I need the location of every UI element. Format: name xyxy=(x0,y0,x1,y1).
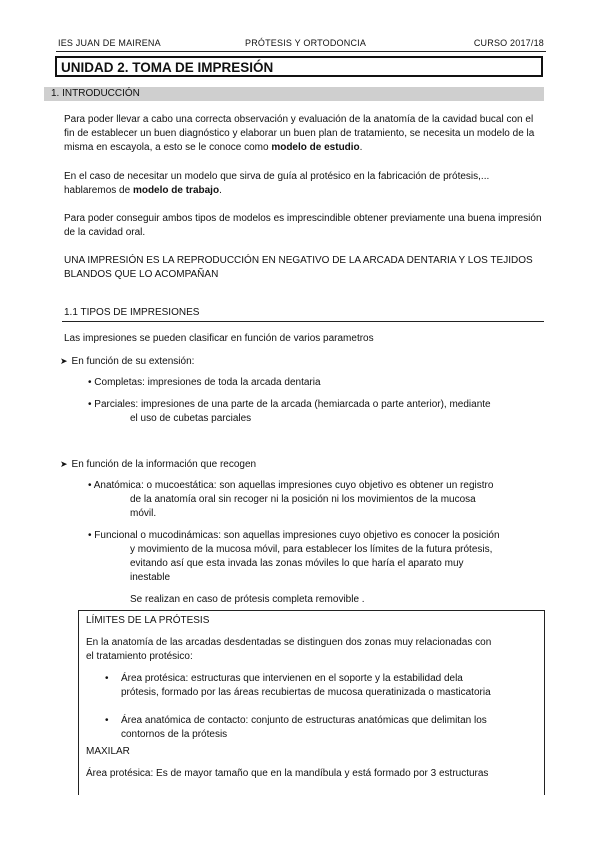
list-item-anatomica-l3: móvil. xyxy=(130,508,157,519)
term-modelo-trabajo: modelo de trabajo xyxy=(132,185,220,196)
header-school: IES JUAN DE MAIRENA xyxy=(58,38,161,48)
header-divider xyxy=(56,51,546,52)
limites-item1-l2: prótesis, formado por las áreas recubiertas de mucosa queratinizada o masticatoria xyxy=(121,687,491,698)
tipos-intro: Las impresiones se pueden clasificar en función de varios parametros xyxy=(64,333,374,344)
list-item-funcional-l2: y movimiento de la mucosa móvil, para establecer los límites de la futura prótesis, xyxy=(130,544,493,555)
header-course: CURSO 2017/18 xyxy=(473,38,544,48)
limites-box xyxy=(78,610,545,795)
list-item-extension: ➤ En función de su extensión: xyxy=(60,356,195,367)
bullet-icon: • xyxy=(105,673,109,684)
list-item-completas: • Completas: impresiones de toda la arcada dentaria xyxy=(88,377,321,388)
section-heading-tipos: 1.1 TIPOS DE IMPRESIONES xyxy=(64,307,200,318)
list-item-informacion: ➤ En función de la información que recogen xyxy=(60,459,257,470)
maxilar-heading: MAXILAR xyxy=(86,746,130,757)
limites-title: LÍMITES DE LA PRÓTESIS xyxy=(86,615,210,626)
list-item-anatomica-l2: de la anatomía oral sin recoger ni la posición ni los movimientos de la mucosa xyxy=(130,494,476,505)
list-item-funcional-l3: evitando así que esta invada las zonas móviles lo que haría el aparato muy xyxy=(130,558,464,569)
term-modelo-estudio: modelo de estudio xyxy=(271,142,360,153)
list-item-parciales-l2: el uso de cubetas parciales xyxy=(130,413,252,424)
limites-intro-l2: el tratamiento protésico: xyxy=(86,651,193,662)
section-heading-introduccion: 1. INTRODUCCIÓN xyxy=(44,87,544,101)
list-item-parciales-l1: • Parciales: impresiones de una parte de la arcada (hemiarcada o parte anterior), mediante xyxy=(88,399,491,410)
list-item-funcional-l4: inestable xyxy=(130,572,171,583)
arrow-bullet-icon: ➤ xyxy=(60,356,68,366)
arrow-bullet-icon: ➤ xyxy=(60,459,68,469)
list-item-anatomica-l1: • Anatómica: o mucoestática: son aquellas impresiones cuyo objetivo es obtener un registro xyxy=(88,480,494,491)
intro-paragraph-1: Para poder llevar a cabo una correcta observación y evaluación de la anatomía de la cavidad bucal con el fin de establecer un buen diagnóstico y elaborar un buen plan de tratamiento, se necesita un modelo de la misma en escayola, a esto se le conoce como modelo de estudio. xyxy=(64,114,535,153)
intro-paragraph-2: En el caso de necesitar un modelo que sirva de guía al protésico en la fabricación de prótesis,... hablaremos de modelo de trabajo. xyxy=(64,171,490,196)
limites-intro-l1: En la anatomía de las arcadas desdentadas se distinguen dos zonas muy relacionadas con xyxy=(86,637,492,648)
funcional-note: Se realizan en caso de prótesis completa removible . xyxy=(130,594,365,605)
limites-item1-l1: Área protésica: estructuras que intervienen en el soporte y la estabilidad dela xyxy=(121,673,463,684)
limites-item2-l1: Área anatómica de contacto: conjunto de estructuras anatómicas que delimitan los xyxy=(121,715,487,726)
maxilar-text: Área protésica: Es de mayor tamaño que en la mandíbula y está formado por 3 estructuras xyxy=(86,768,489,779)
section-divider xyxy=(62,321,544,322)
page-header xyxy=(58,38,544,50)
bullet-icon: • xyxy=(105,715,109,726)
limites-item2-l2: contornos de la prótesis xyxy=(121,729,228,740)
unit-title: UNIDAD 2. TOMA DE IMPRESIÓN xyxy=(55,56,543,77)
intro-definition: UNA IMPRESIÓN ES LA REPRODUCCIÓN EN NEGATIVO DE LA ARCADA DENTARIA Y LOS TEJIDOS BLANDOS QUE LO ACOMPAÑAN xyxy=(64,255,533,280)
intro-paragraph-3: Para poder conseguir ambos tipos de modelos es imprescindible obtener previamente una buena impresión de la cavidad oral. xyxy=(64,213,542,238)
list-item-funcional-l1: • Funcional o mucodinámicas: son aquellas impresiones cuyo objetivo es conocer la posición xyxy=(88,530,500,541)
header-subject: PRÓTESIS Y ORTODONCIA xyxy=(245,38,367,48)
